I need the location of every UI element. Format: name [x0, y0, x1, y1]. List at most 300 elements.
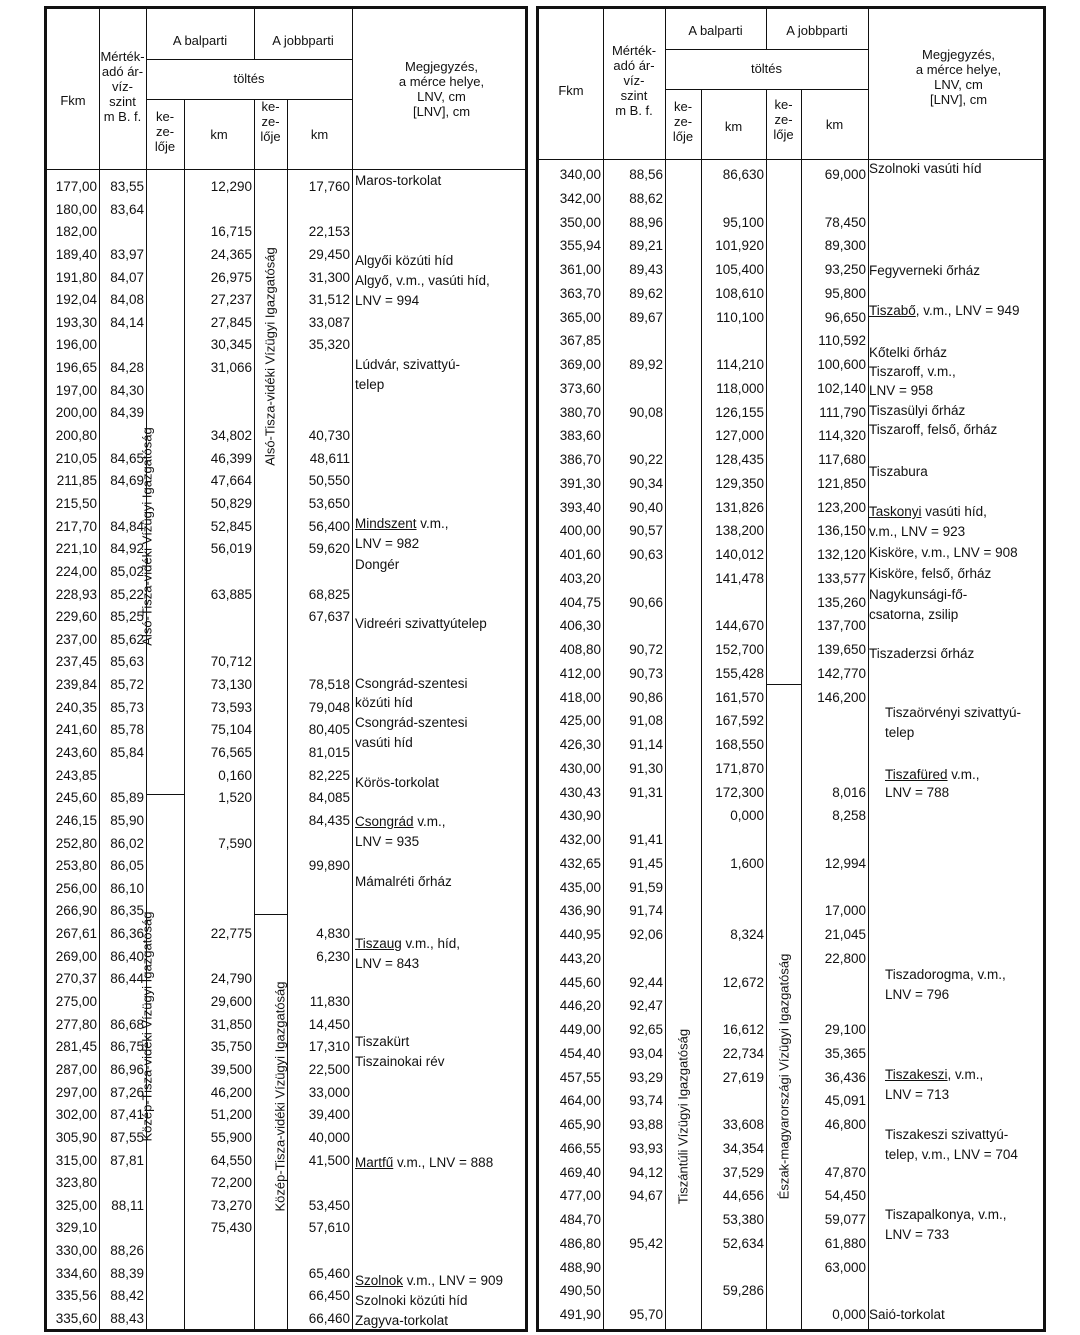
- fkm-cell: 270,37: [55, 971, 97, 987]
- left-km-cell: 171,870: [715, 760, 764, 776]
- right-km-cell: 99,890: [308, 858, 350, 874]
- left-km-cell: 64,550: [210, 1152, 252, 1168]
- place-name: Tiszakeszi: [885, 1067, 948, 1082]
- gauge-cell: 84,07: [110, 269, 144, 285]
- right-km-cell: 41,500: [308, 1152, 350, 1168]
- note: Tiszakürt: [355, 1034, 410, 1049]
- fkm-cell: 432,00: [559, 832, 601, 847]
- fkm-cell: 253,80: [55, 858, 97, 874]
- note: Mámalréti őrház: [355, 874, 452, 889]
- gauge-cell: 90,57: [629, 523, 663, 539]
- right-km-cell: 67,637: [308, 609, 350, 625]
- fkm-cell: 192,04: [55, 292, 97, 308]
- fkm-cell: 369,00: [559, 357, 601, 372]
- gauge-cell: 91,14: [629, 737, 663, 752]
- left-km-cell: 16,612: [722, 1022, 764, 1037]
- left-km-cell: 34,354: [722, 1140, 764, 1156]
- fkm-cell: 196,65: [55, 360, 97, 376]
- note: Lúdvár, szivattyú-: [355, 357, 461, 372]
- header-km-left: km: [210, 127, 228, 142]
- left-km-cell: 27,619: [722, 1069, 764, 1085]
- right-km-cell: 133,577: [817, 570, 866, 586]
- right-km-cell: 65,460: [308, 1265, 350, 1281]
- gauge-cell: 92,65: [629, 1022, 663, 1037]
- gauge-cell: 90,08: [629, 404, 663, 420]
- gauge-cell: 86,44: [110, 971, 144, 987]
- left-km-cell: 8,324: [730, 927, 764, 942]
- header-manager-right: ke- ze- lője: [773, 97, 794, 142]
- fkm-cell: 342,00: [559, 190, 601, 206]
- fkm-cell: 391,30: [559, 475, 601, 491]
- right-km-cell: 29,100: [824, 1022, 866, 1037]
- header-gauge: Mérték- adó ár- víz- szint m B. f.: [611, 43, 657, 118]
- right-km-cell: 66,460: [308, 1311, 350, 1326]
- note: közúti híd: [355, 695, 413, 710]
- left-km-cell: 34,802: [210, 428, 252, 444]
- right-km-cell: 114,320: [818, 428, 866, 444]
- gauge-cell: 86,36: [110, 926, 144, 942]
- gauge-cell: 84,28: [110, 360, 144, 376]
- note: csatorna, zsilip: [869, 607, 959, 622]
- fkm-cell: 430,90: [559, 808, 601, 824]
- right-km-cell: 8,016: [832, 784, 866, 800]
- note: Algyői közúti híd: [355, 253, 454, 268]
- gauge-cell: 86,96: [110, 1061, 144, 1077]
- left-km-cell: 47,664: [210, 473, 252, 489]
- fkm-cell: 246,15: [55, 812, 97, 828]
- left-km-cell: 131,826: [715, 499, 764, 515]
- fkm-cell: 330,00: [55, 1243, 97, 1259]
- fkm-cell: 449,00: [559, 1022, 601, 1037]
- place-name: Martfű: [355, 1155, 394, 1170]
- right-km-cell: 22,500: [308, 1061, 350, 1077]
- right-km-cell: 17,760: [308, 179, 350, 194]
- gauge-cell: 89,21: [629, 238, 663, 254]
- gauge-cell: 94,12: [629, 1164, 663, 1180]
- gauge-cell: 88,42: [110, 1288, 144, 1304]
- place-name: Tiszaug: [355, 936, 402, 951]
- note: Kőtelki őrház: [869, 345, 948, 360]
- note-suffix: v.m., LNV = 909: [406, 1273, 503, 1288]
- gauge-cell: 86,35: [110, 903, 144, 919]
- gauge-cell: 84,14: [110, 314, 144, 330]
- fkm-cell: 484,70: [559, 1212, 601, 1227]
- row-divider: [146, 99, 352, 100]
- left-km-cell: 105,400: [715, 262, 764, 277]
- right-km-cell: 121,850: [817, 475, 866, 491]
- note: Körös-torkolat: [355, 775, 440, 790]
- place-name: Csongrád: [355, 814, 414, 829]
- note: Algyő, v.m., vasúti híd,: [355, 273, 490, 288]
- gauge-cell: 89,92: [629, 357, 663, 372]
- header-manager-left: ke- ze- lője: [672, 99, 694, 144]
- gauge-cell: 85,90: [110, 812, 144, 828]
- left-km-cell: 22,734: [722, 1045, 764, 1061]
- note-suffix: v.m., LNV = 888: [397, 1155, 494, 1170]
- note: telep, v.m., LNV = 704: [885, 1147, 1018, 1162]
- header-right-bank: A jobbparti: [786, 23, 848, 38]
- gauge-cell: 90,72: [629, 642, 663, 657]
- right-km-cell: 78,450: [824, 214, 866, 230]
- place-name: Szolnok: [355, 1273, 404, 1288]
- note: Tiszaroff, felső, őrház: [869, 422, 998, 437]
- right-km-cell: 89,300: [824, 238, 866, 254]
- fkm-cell: 445,60: [559, 974, 601, 990]
- agency-label: Közép-Tisza-vidéki Vízügyi Igazgatóság: [139, 911, 155, 1142]
- note: LNV = 982: [355, 536, 420, 551]
- gauge-cell: 95,42: [629, 1235, 663, 1251]
- fkm-cell: 239,84: [55, 677, 97, 693]
- fkm-cell: 335,60: [55, 1311, 97, 1326]
- fkm-cell: 200,00: [55, 405, 97, 421]
- note: Zagyva-torkolat: [355, 1313, 449, 1328]
- gauge-cell: 86,40: [110, 948, 144, 964]
- fkm-cell: 275,00: [55, 994, 97, 1010]
- right-km-cell: 53,450: [308, 1197, 350, 1213]
- left-km-cell: 27,845: [210, 314, 252, 330]
- right-km-cell: 17,310: [308, 1039, 350, 1055]
- right-km-cell: 35,320: [308, 337, 350, 353]
- fkm-cell: 443,20: [559, 950, 601, 966]
- header-note: Megjegyzés, a mérce helye, LNV, cm [LNV], cm: [398, 59, 485, 119]
- gauge-cell: 86,75: [110, 1039, 144, 1055]
- right-km-cell: 136,150: [817, 523, 866, 539]
- fkm-cell: 335,56: [55, 1288, 97, 1304]
- note: LNV = 994: [355, 293, 420, 308]
- left-km-cell: 138,200: [715, 523, 764, 539]
- fkm-cell: 373,60: [559, 380, 601, 396]
- gauge-cell: 90,40: [629, 499, 663, 515]
- gauge-cell: 92,06: [629, 927, 663, 942]
- gauge-cell: 91,45: [629, 855, 663, 871]
- right-km-cell: 111,790: [819, 404, 866, 420]
- note: LNV = 958: [869, 383, 934, 398]
- note-suffix: vasúti híd,: [925, 504, 987, 519]
- col-divider: [766, 159, 767, 1329]
- right-km-cell: 78,518: [308, 677, 350, 693]
- header-dike: töltés: [233, 71, 265, 86]
- note: Csongrád-szentesi: [355, 676, 468, 691]
- left-km-cell: 35,750: [210, 1039, 252, 1055]
- fkm-cell: 363,70: [559, 285, 601, 301]
- left-km-cell: 30,345: [210, 337, 252, 353]
- note: [869, 502, 987, 522]
- note-suffix: v.m.,: [420, 516, 449, 531]
- note: LNV = 935: [355, 834, 420, 849]
- fkm-cell: 408,80: [559, 642, 601, 657]
- right-km-cell: 59,620: [308, 541, 350, 557]
- gauge-cell: 83,97: [110, 246, 144, 262]
- right-km-cell: 31,512: [308, 292, 350, 308]
- gauge-cell: 90,34: [629, 475, 663, 491]
- right-km-cell: 123,200: [817, 499, 866, 515]
- fkm-cell: 323,80: [55, 1175, 97, 1191]
- gauge-cell: 95,70: [629, 1307, 663, 1322]
- gauge-cell: 85,89: [110, 790, 144, 806]
- right-km-cell: 142,770: [817, 665, 866, 681]
- right-km-cell: 93,250: [824, 262, 866, 277]
- gauge-cell: 87,81: [110, 1152, 144, 1168]
- fkm-cell: 243,85: [55, 767, 97, 783]
- gauge-cell: 87,26: [110, 1084, 144, 1100]
- right-km-cell: 137,700: [817, 618, 866, 634]
- note: Tiszasülyi őrház: [869, 403, 966, 418]
- gauge-cell: 93,04: [629, 1045, 663, 1061]
- gauge-cell: 91,30: [629, 760, 663, 776]
- right-km-cell: 81,015: [308, 745, 350, 760]
- fkm-cell: 228,93: [55, 586, 97, 602]
- fkm-cell: 430,00: [559, 760, 601, 776]
- left-km-cell: 37,529: [722, 1164, 764, 1180]
- gauge-cell: 88,96: [629, 214, 663, 230]
- header-km-right: km: [825, 117, 844, 132]
- note: [355, 1153, 493, 1173]
- gauge-cell: 84,65: [110, 450, 144, 466]
- left-km-cell: 73,270: [210, 1197, 252, 1213]
- fkm-cell: 315,00: [55, 1152, 97, 1168]
- right-km-cell: 6,230: [316, 948, 350, 964]
- note: v.m., LNV = 923: [869, 524, 966, 539]
- note: Szolnoki közúti híd: [355, 1293, 468, 1308]
- fkm-cell: 191,80: [55, 269, 97, 285]
- fkm-cell: 180,00: [55, 201, 97, 217]
- agency-divider: [766, 684, 801, 685]
- note: Tiszapalkonya, v.m.,: [885, 1207, 1007, 1222]
- fkm-cell: 440,95: [559, 927, 601, 942]
- left-km-cell: 144,670: [715, 618, 764, 634]
- left-km-cell: 16,715: [210, 224, 252, 240]
- gauge-cell: 84,92: [110, 541, 144, 557]
- fkm-cell: 211,85: [56, 473, 97, 489]
- fkm-cell: 325,00: [55, 1197, 97, 1213]
- header-dike: töltés: [750, 61, 783, 76]
- col-divider: [254, 169, 255, 1329]
- note: Szolnoki vasúti híd: [869, 161, 982, 176]
- gauge-cell: 85,78: [110, 722, 144, 738]
- fkm-cell: 418,00: [559, 689, 601, 705]
- header-gauge: Mérték- adó ár- víz- szint m B. f.: [100, 49, 145, 124]
- note: [355, 812, 446, 832]
- right-km-cell: 35,365: [824, 1045, 866, 1061]
- fkm-cell: 266,90: [55, 903, 97, 919]
- left-km-cell: 72,200: [210, 1175, 252, 1191]
- note: Tiszabura: [869, 464, 928, 479]
- note: Nagykunsági-fő-: [869, 587, 968, 602]
- right-km-cell: 8,258: [832, 808, 866, 824]
- left-km-cell: 22,775: [210, 926, 252, 942]
- right-km-cell: 33,087: [308, 314, 350, 330]
- left-km-cell: 152,700: [715, 642, 764, 657]
- fkm-cell: 302,00: [55, 1107, 97, 1123]
- gauge-cell: 86,05: [110, 858, 144, 874]
- place-name: Tiszafüred: [885, 767, 948, 782]
- note-suffix: v.m.,: [951, 767, 980, 782]
- gauge-cell: 84,84: [110, 518, 144, 534]
- left-km-cell: 0,160: [218, 767, 252, 783]
- fkm-cell: 446,20: [559, 998, 601, 1014]
- fkm-cell: 224,00: [55, 563, 97, 579]
- left-km-cell: 73,130: [210, 677, 252, 693]
- right-km-cell: 135,260: [817, 594, 866, 610]
- left-km-cell: 33,608: [722, 1117, 764, 1132]
- fkm-cell: 350,00: [559, 214, 601, 230]
- left-km-cell: 12,290: [210, 179, 252, 194]
- gauge-cell: 89,43: [629, 262, 663, 277]
- right-km-cell: 82,225: [308, 767, 350, 783]
- fkm-cell: 401,60: [559, 547, 601, 562]
- note: Tiszabő, v.m., LNV = 949: [869, 303, 1020, 318]
- fkm-cell: 404,75: [559, 594, 601, 610]
- fkm-cell: 334,60: [55, 1265, 97, 1281]
- left-km-cell: 75,430: [210, 1220, 252, 1236]
- right-km-cell: 54,450: [824, 1188, 866, 1204]
- note: Tiszaroff, v.m.,: [869, 364, 956, 379]
- col-divider: [868, 9, 869, 1329]
- note: [885, 765, 980, 785]
- fkm-cell: 412,00: [559, 665, 601, 681]
- right-km-cell: 0,000: [832, 1307, 866, 1322]
- left-km-cell: 108,610: [715, 285, 764, 301]
- gauge-cell: 91,74: [629, 903, 663, 919]
- fkm-cell: 297,00: [55, 1084, 97, 1100]
- row-divider: [146, 59, 352, 60]
- header-manager-left: ke- ze- lője: [154, 109, 176, 154]
- gauge-cell: 84,39: [110, 405, 144, 421]
- gauge-cell: 93,93: [629, 1140, 663, 1156]
- left-km-cell: 70,712: [210, 654, 252, 670]
- gauge-cell: 85,84: [110, 745, 144, 760]
- fkm-cell: 305,90: [55, 1129, 97, 1145]
- fkm-cell: 380,70: [559, 404, 601, 420]
- gauge-cell: 88,11: [111, 1197, 144, 1213]
- fkm-cell: 215,50: [55, 495, 97, 511]
- note: Dongér: [355, 557, 400, 572]
- gauge-cell: 86,68: [110, 1016, 144, 1032]
- fkm-cell: 403,20: [559, 570, 601, 586]
- fkm-cell: 383,60: [559, 428, 601, 444]
- right-km-cell: 22,800: [824, 950, 866, 966]
- fkm-cell: 245,60: [55, 790, 97, 806]
- fkm-cell: 466,55: [559, 1140, 601, 1156]
- gauge-cell: 93,74: [629, 1093, 663, 1109]
- note: Csongrád-szentesi: [355, 715, 468, 730]
- gauge-cell: 85,02: [110, 563, 144, 579]
- left-km-cell: 118,000: [716, 380, 764, 396]
- header-fkm: Fkm: [60, 93, 86, 108]
- agency-divider: [146, 794, 184, 795]
- fkm-cell: 267,61: [55, 926, 97, 942]
- fkm-cell: 210,05: [55, 450, 97, 466]
- left-km-cell: 129,350: [715, 475, 764, 491]
- right-km-cell: 14,450: [308, 1016, 350, 1032]
- fkm-cell: 465,90: [559, 1117, 601, 1132]
- gauge-cell: 85,72: [110, 677, 144, 693]
- gauge-cell: 88,62: [629, 190, 663, 206]
- col-divider: [352, 9, 353, 1329]
- left-km-cell: 24,790: [210, 971, 252, 987]
- header-manager-right: ke- ze- lője: [260, 99, 281, 144]
- gauge-cell: 83,55: [110, 179, 144, 194]
- fkm-cell: 269,00: [55, 948, 97, 964]
- note: Tiszaderzsi őrház: [869, 646, 975, 661]
- gauge-cell: 87,41: [110, 1107, 144, 1123]
- right-table: [536, 6, 1046, 1332]
- left-km-cell: 76,565: [210, 745, 252, 760]
- left-km-cell: 51,200: [210, 1107, 252, 1123]
- fkm-cell: 182,00: [55, 224, 97, 240]
- fkm-cell: 432,65: [559, 855, 601, 871]
- left-km-cell: 95,100: [722, 214, 764, 230]
- fkm-cell: 217,70: [55, 518, 97, 534]
- fkm-cell: 241,60: [55, 722, 97, 738]
- left-km-cell: 27,237: [210, 292, 252, 308]
- right-km-cell: 146,200: [817, 689, 866, 705]
- right-km-cell: 4,830: [316, 926, 350, 942]
- left-km-cell: 126,155: [715, 404, 764, 420]
- note: Kisköre, v.m., LNV = 908: [869, 545, 1018, 560]
- left-km-cell: 56,019: [210, 541, 252, 557]
- fkm-cell: 425,00: [559, 713, 601, 729]
- fkm-cell: 193,30: [55, 314, 97, 330]
- right-km-cell: 69,000: [824, 167, 866, 182]
- gauge-cell: 83,64: [110, 201, 144, 217]
- fkm-cell: 355,94: [559, 238, 601, 254]
- fkm-cell: 340,00: [559, 167, 601, 182]
- left-km-cell: 24,365: [210, 246, 252, 262]
- left-km-cell: 50,829: [210, 495, 252, 511]
- fkm-cell: 200,80: [55, 428, 97, 444]
- right-km-cell: 29,450: [308, 246, 350, 262]
- gauge-cell: 88,39: [110, 1265, 144, 1281]
- right-km-cell: 40,000: [308, 1129, 350, 1145]
- left-km-cell: 12,672: [722, 974, 764, 990]
- left-km-cell: 155,428: [715, 665, 764, 681]
- fkm-cell: 490,50: [559, 1283, 601, 1299]
- note: [355, 1271, 503, 1291]
- right-km-cell: 50,550: [308, 473, 350, 489]
- left-km-cell: 1,600: [730, 855, 764, 871]
- left-km-cell: 101,920: [715, 238, 764, 254]
- place-name: Mindszent: [355, 516, 417, 531]
- left-km-cell: 168,550: [715, 737, 764, 752]
- left-km-cell: 26,975: [210, 269, 252, 285]
- fkm-cell: 436,90: [559, 903, 601, 919]
- gauge-cell: 87,55: [110, 1129, 144, 1145]
- fkm-cell: 365,00: [559, 309, 601, 325]
- gauge-cell: 90,73: [629, 665, 663, 681]
- row-divider: [665, 49, 868, 50]
- gauge-cell: 92,44: [629, 974, 663, 990]
- fkm-cell: 252,80: [55, 835, 97, 851]
- note: [355, 514, 449, 534]
- agency-divider: [254, 914, 287, 915]
- fkm-cell: 221,10: [55, 541, 97, 557]
- note: LNV = 788: [885, 785, 950, 800]
- gauge-cell: 84,30: [110, 382, 144, 398]
- note: [355, 934, 460, 954]
- note-suffix: v.m., híd,: [405, 936, 461, 951]
- fkm-cell: 386,70: [559, 452, 601, 467]
- fkm-cell: 406,30: [559, 618, 601, 634]
- right-km-cell: 53,650: [308, 495, 350, 511]
- left-km-cell: 128,435: [715, 452, 764, 467]
- note: LNV = 713: [885, 1087, 950, 1102]
- left-km-cell: 73,593: [210, 699, 252, 715]
- fkm-cell: 237,00: [55, 631, 97, 647]
- fkm-cell: 486,80: [559, 1235, 601, 1251]
- right-km-cell: 80,405: [308, 722, 350, 738]
- note: vasúti híd: [355, 735, 413, 750]
